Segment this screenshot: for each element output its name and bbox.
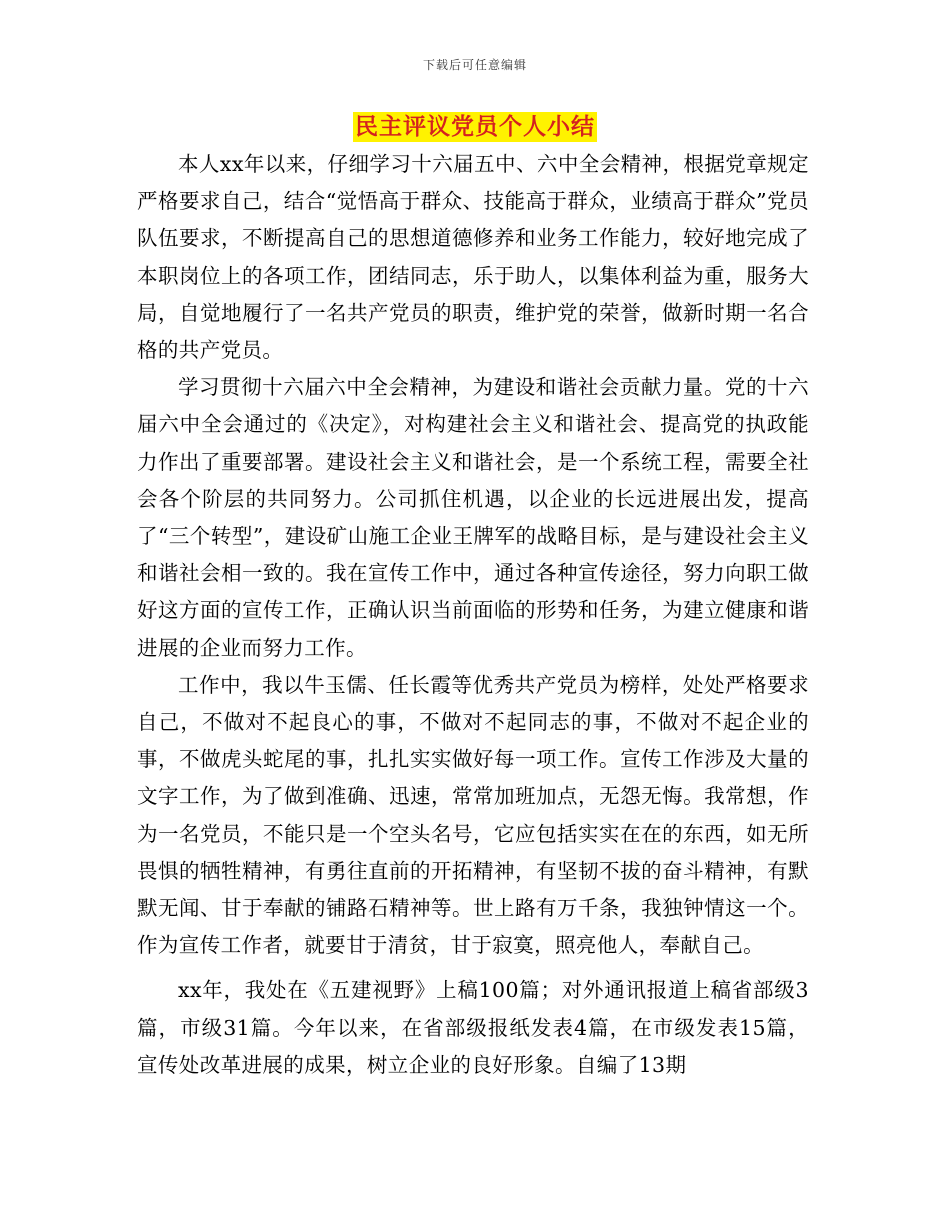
document-body (137, 146, 809, 1084)
paragraph-1: 本人xx年以来，仔细学习十六届五中、六中全会精神，根据党章规定严格要求自己，结合“觉悟高于群众、技能高于群众，业绩高于群众”党员队伍要求，不断提高自己的思想道德修养和业务工作能力，较好地完成了本职岗位上的各项工作，团结同志，乐于助人，以集体利益为重，服务大局，自觉地履行了一名共产党员的职责，维护党的荣誉，做新时期一名合格的共产党员。 (137, 152, 809, 363)
paragraph-3: 工作中，我以牛玉儒、任长霞等优秀共产党员为榜样，处处严格要求自己，不做对不起良心的事，不做对不起同志的事，不做对不起企业的事，不做虎头蛇尾的事，扎扎实实做好每一项工作。宣传工作涉及大量的文字工作，为了做到准确、迅速，常常加班加点，无怨无悔。我常想，作为一名党员，不能只是一个空头名号，它应包括实实在在的东西，如无所畏惧的牺牲精神，有勇往直前的开拓精神，有坚韧不拔的奋斗精神，有默默无闻、甘于奉献的铺路石精神等。世上路有万千条，我独钟情这一个。作为宣传工作者，就要甘于清贫，甘于寂寞，照亮他人，奉献自己。 (137, 672, 809, 958)
title-container (0, 112, 950, 142)
paragraph-2: 学习贯彻十六届六中全会精神，为建设和谐社会贡献力量。党的十六届六中全会通过的《决定》，对构建社会主义和谐社会、提高党的执政能力作出了重要部署。建设社会主义和谐社会，是一个系统工程，需要全社会各个阶层的共同努力。公司抓住机遇，以企业的长远进展出发，提高了“三个转型”，建设矿山施工企业王牌军的战略目标，是与建设社会主义和谐社会相一致的。我在宣传工作中，通过各种宣传途径，努力向职工做好这方面的宣传工作，正确认识当前面临的形势和任务，为建立健康和谐进展的企业而努力工作。 (137, 375, 809, 660)
header-note: 下载后可任意编辑 (422, 58, 527, 72)
document-title: 民主评议党员个人小结 (355, 114, 595, 140)
paragraph-4: xx年，我处在《五建视野》上稿100篇；对外通讯报道上稿省部级3篇，市级31篇。今年以来，在省部级报纸发表4篇，在市级发表15篇，宣传处改革进展的成果，树立企业的良好形象。自编了13期 (137, 978, 809, 1077)
